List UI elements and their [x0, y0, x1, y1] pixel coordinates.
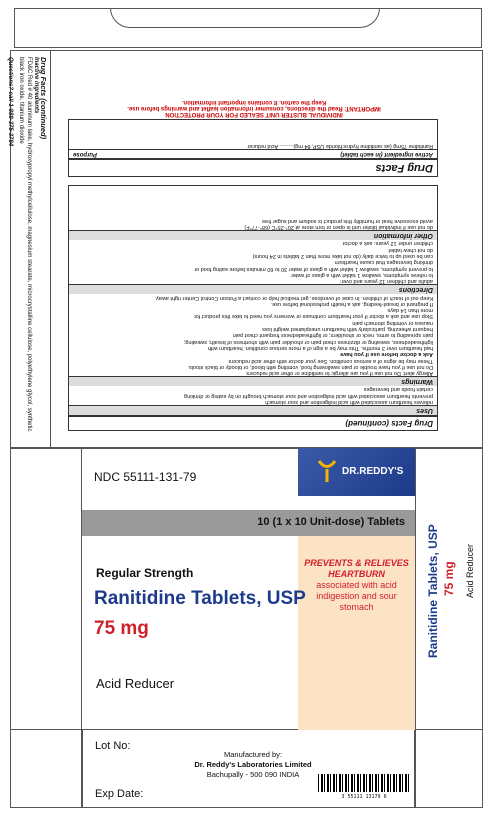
- warning-line: Ask a doctor before use if you have: [340, 351, 433, 358]
- ndc-number: NDC 55111-131-79: [94, 470, 197, 484]
- manufacturer-name: Dr. Reddy's Laboratories Limited: [194, 760, 312, 769]
- active-ingredient-heading: Active ingredient (in each tablet): [340, 151, 433, 157]
- important-note: IMPORTANT: Read the directions, consumer information leaflet and warnings before use.: [127, 105, 381, 111]
- barcode-icon: [318, 774, 410, 792]
- direction-line: to prevent symptoms, swallow 1 tablet with a glass of water 30 to 60 minutes before eating food or: [194, 265, 433, 272]
- back-panel-rotated: [11, 51, 484, 449]
- other-info-line: do not use if individual blister unit is open or torn store at 20°-25°C (68°-77°F): [244, 224, 433, 231]
- manufacturer-address: Bachupally - 500 090 INDIA: [206, 770, 300, 779]
- direction-line: do not chew tablet: [388, 246, 433, 253]
- direction-line: adults and children 12 years and over:: [339, 278, 433, 285]
- direction-line: drinking beverages that cause heartburn: [334, 259, 433, 266]
- warning-line: nausea or vomiting stomach pain: [352, 319, 433, 326]
- other-info-line: avoid excessive heat or humidity this product is sodium and sugar free: [261, 217, 433, 224]
- warning-line: Keep out of reach of children. In case of overdose, get medical help or contact a Poison Control Center right away.: [154, 294, 433, 301]
- barcode-digits: 3 55111 13179 6: [341, 794, 387, 800]
- side-inactive-heading: Inactive ingredients: [33, 57, 40, 114]
- side-product-dose: 75 mg: [442, 561, 456, 596]
- brand-logo-icon: [316, 458, 338, 484]
- front-left-flap: [10, 448, 82, 730]
- side-flap-left: [7, 51, 51, 449]
- uses-line: certain foods and beverages: [363, 386, 433, 393]
- brand-band: [298, 448, 415, 496]
- warning-line: lightheadedness, sweating or dizziness chest pain or shoulder pain with shortness of breath; sweating;: [183, 338, 433, 345]
- drug-facts-title: Drug Facts: [69, 158, 437, 176]
- warning-line: If pregnant or breast-feeding, ask a health professional before use.: [270, 300, 433, 307]
- direction-line: to relieve symptoms, swallow 1 tablet with a glass of water: [290, 271, 433, 278]
- warning-block: [64, 81, 444, 117]
- direction-line: can be used up to twice daily (do not take more than 2 tablets in 24 hours): [252, 253, 433, 260]
- drug-facts-continued-box: [68, 185, 438, 431]
- bottom-right-flap: [415, 730, 483, 808]
- tablet-count: 10 (1 x 10 Unit-dose) Tablets: [257, 516, 405, 528]
- exp-label: Exp Date:: [95, 788, 144, 800]
- count-band: [82, 510, 415, 536]
- back-panel: [7, 50, 483, 448]
- continued-title: Drug Facts (continued): [69, 415, 437, 430]
- strength-label: Regular Strength: [96, 566, 194, 580]
- warning-line: had heartburn over 3 months. This may be a sign of a more serious condition. heartburn with: [207, 344, 433, 351]
- direction-line: children under 12 years: ask a doctor: [342, 240, 433, 247]
- purpose-heading: Purpose: [73, 151, 98, 157]
- drug-facts-box: [68, 119, 438, 177]
- product-name: Ranitidine Tablets, USP: [94, 588, 306, 609]
- warning-line: pain spreading to arms, neck or shoulders; or lightheadedness frequent chest pain: [232, 332, 433, 339]
- warning-line: These may be signs of a serious condition. See your doctor with other acid reducers: [228, 357, 433, 364]
- directions-heading: Directions: [69, 284, 437, 294]
- claim-description: associated with acid indigestion and sour stomach: [316, 580, 397, 612]
- keep-carton-note: Keep the carton. It contains important information.: [181, 99, 327, 105]
- tuck-tab: [110, 8, 380, 28]
- side-inactive-text: FD&C Red # 40 aluminum lake, hydroxypropyl methylcellulose, magnesium stearate, microcrystalline cellulose, polyethylene glycol, synthetic black iron oxide, titanium dioxide: [18, 57, 32, 432]
- lot-label: Lot No:: [95, 740, 131, 752]
- manufacturer-label: Manufactured by:: [224, 750, 282, 759]
- claim-panel: [298, 536, 415, 730]
- warnings-heading: Warnings: [69, 376, 437, 386]
- active-ingredient-line: Ranitidine 75mg (as ranitidine hydrochloride USP, 84 mg)..........Acid reducer: [247, 143, 433, 149]
- blister-warning: INDIVIDUAL BLISTER UNIT SEALED FOR YOUR PROTECTION: [165, 111, 343, 117]
- claim-heartburn: HEARTBURN: [328, 569, 385, 579]
- warning-line: Allergy alert: Do not use if you are allergic to ranitidine or other acid reducers: [246, 370, 433, 377]
- bottom-left-flap: [10, 730, 82, 808]
- side-category: Acid Reducer: [465, 543, 475, 598]
- side-product-name: Ranitidine Tablets, USP: [426, 524, 440, 658]
- warning-line: frequent wheezing, particularly with heartburn unexplained weight loss: [262, 326, 433, 333]
- side-drug-facts-title: Drug Facts (continued): [39, 57, 48, 140]
- uses-line: prevents heartburn associated with acid indigestion and sour stomach brought on by eating or drinking: [184, 392, 433, 399]
- side-questions: Questions? call 1-888-375-3784: [7, 57, 13, 147]
- uses-line: relieves heartburn associated with acid indigestion and sour stomach: [265, 399, 433, 405]
- brand-name: DR.REDDY'S: [342, 466, 404, 477]
- uses-heading: Uses: [69, 405, 437, 415]
- product-category: Acid Reducer: [96, 676, 175, 691]
- other-info-heading: Other information: [69, 230, 437, 240]
- product-dose: 75 mg: [94, 618, 149, 639]
- warning-line: Do not use if you have trouble or pain swallowing food, vomiting with blood, or bloody or black stools.: [187, 363, 433, 370]
- claim-prevents: PREVENTS & RELIEVES: [304, 558, 409, 568]
- right-side-panel: [415, 448, 483, 730]
- warning-line: Stop use and ask a doctor if your heartburn continues or worsens you need to take this product for: [193, 313, 433, 320]
- warning-line: more than 14 days: [387, 307, 433, 314]
